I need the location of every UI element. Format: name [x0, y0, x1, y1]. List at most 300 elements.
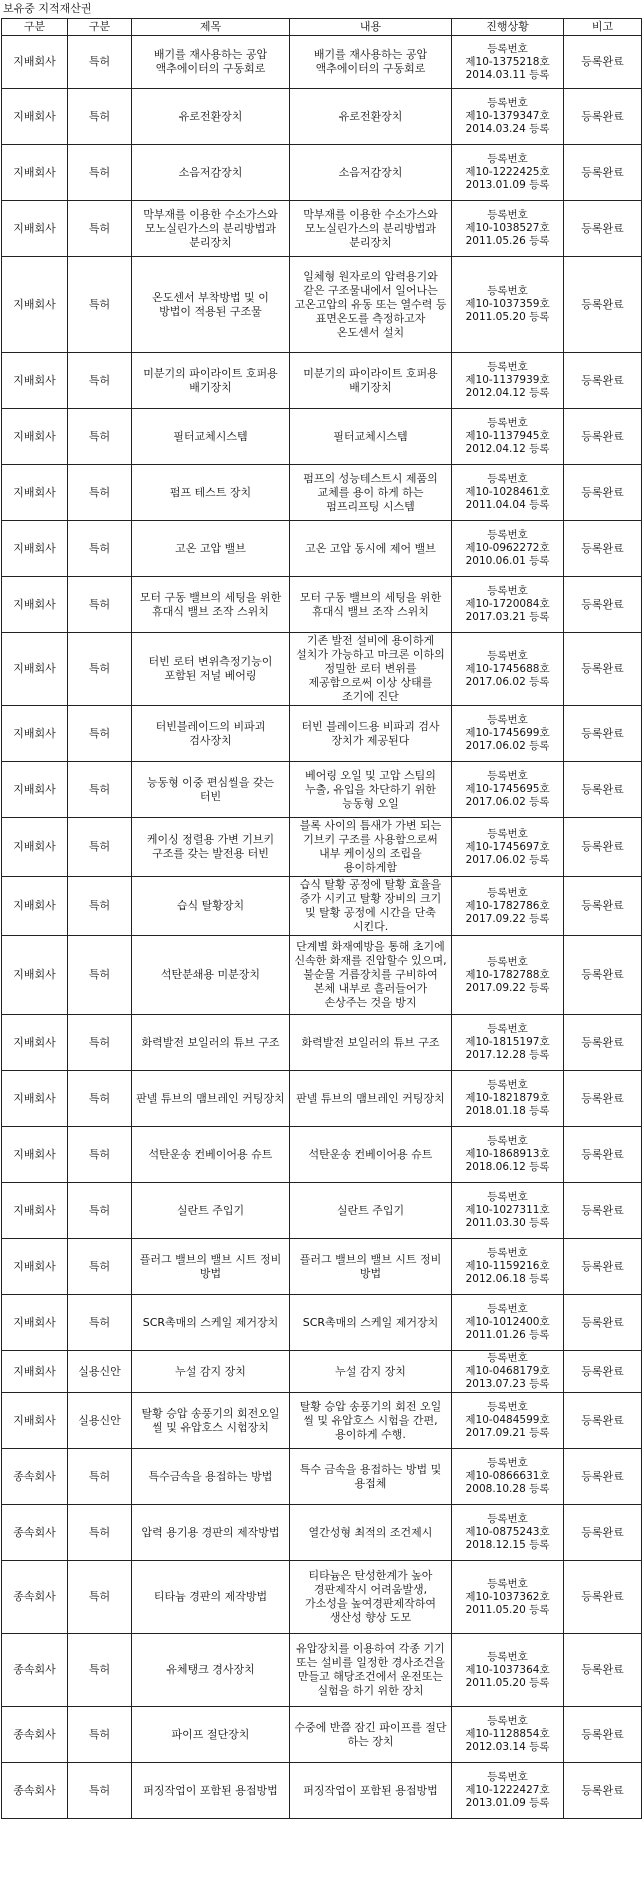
note-cell: 등록완료 [564, 1071, 642, 1127]
registration-date: 2012.04.12 등록 [465, 443, 550, 455]
registration-number: 제10-0468179호 [465, 1365, 550, 1377]
registration-number: 제10-0484599호 [465, 1414, 550, 1426]
type-cell: 특허 [68, 877, 132, 936]
registration-number: 제10-1821879호 [465, 1092, 550, 1104]
status-cell [452, 1295, 564, 1351]
content-cell: 석탄운송 컨베이어용 슈트 [290, 1127, 452, 1183]
org-cell: 지배회사 [2, 936, 68, 1015]
org-cell: 지배회사 [2, 706, 68, 762]
registration-number: 제10-1745695호 [465, 783, 550, 795]
note-cell: 등록완료 [564, 1634, 642, 1707]
org-cell: 종속회사 [2, 1634, 68, 1707]
org-cell: 지배회사 [2, 762, 68, 818]
title-cell: 압력 용기용 경판의 제작방법 [132, 1505, 290, 1561]
registration-date: 2014.03.24 등록 [465, 123, 550, 135]
table-row [2, 1634, 642, 1707]
content-cell: 블록 사이의 틈새가 가변 되는 기브키 구조를 사용함으로써 내부 케이싱의 조립을 용이하게함 [290, 818, 452, 877]
type-cell: 특허 [68, 818, 132, 877]
col-header-note: 비고 [564, 19, 642, 36]
status-cell [452, 89, 564, 145]
type-cell: 특허 [68, 1127, 132, 1183]
registration-date: 2017.06.02 등록 [465, 853, 550, 866]
org-cell: 지배회사 [2, 89, 68, 145]
type-cell: 특허 [68, 762, 132, 818]
table-row [2, 1707, 642, 1763]
content-cell: 터빈 블레이드용 비파괴 검사 장치가 제공된다 [290, 706, 452, 762]
title-cell: 미분기의 파이라이트 호퍼용 배기장치 [132, 353, 290, 409]
content-cell: 미분기의 파이라이트 호퍼용 배기장치 [290, 353, 452, 409]
org-cell: 종속회사 [2, 1449, 68, 1505]
note-cell: 등록완료 [564, 521, 642, 577]
note-cell: 등록완료 [564, 1763, 642, 1819]
registration-date: 2012.03.14 등록 [465, 1741, 550, 1753]
type-cell: 특허 [68, 521, 132, 577]
content-cell: 단계별 화재예방을 통해 초기에 신속한 화재를 진압할수 있으며, 불순물 거름장치를 구비하여 본체 내부로 흘러들어가 손상주는 것을 방지 [290, 936, 452, 1015]
type-cell: 특허 [68, 1763, 132, 1819]
table-row [2, 1183, 642, 1239]
note-cell: 등록완료 [564, 1505, 642, 1561]
title-cell: 플러그 밸브의 밸브 시트 정비 방법 [132, 1239, 290, 1295]
table-row [2, 465, 642, 521]
status-cell [452, 409, 564, 465]
registration-date: 2017.09.22 등록 [465, 981, 550, 994]
org-cell: 지배회사 [2, 1183, 68, 1239]
status-cell [452, 1183, 564, 1239]
type-cell: 실용신안 [68, 1393, 132, 1449]
note-cell: 등록완료 [564, 1127, 642, 1183]
status-cell [452, 145, 564, 201]
type-cell: 특허 [68, 706, 132, 762]
note-cell: 등록완료 [564, 1015, 642, 1071]
col-header-org: 구분 [2, 19, 68, 36]
registration-date: 2011.01.26 등록 [465, 1329, 550, 1341]
registration-date: 2011.05.20 등록 [465, 1676, 550, 1689]
registration-number: 제10-1720084호 [465, 598, 550, 610]
org-cell: 지배회사 [2, 257, 68, 353]
note-cell: 등록완료 [564, 257, 642, 353]
registration-date: 2011.05.20 등록 [465, 311, 550, 323]
status-cell [452, 1634, 564, 1707]
registration-number: 제10-1815197호 [465, 1036, 550, 1048]
registration-date: 2013.01.09 등록 [465, 179, 550, 191]
status-cell [452, 706, 564, 762]
note-cell: 등록완료 [564, 936, 642, 1015]
registration-date: 2013.07.23 등록 [465, 1378, 550, 1390]
table-row [2, 1127, 642, 1183]
table-row [2, 818, 642, 877]
note-cell: 등록완료 [564, 877, 642, 936]
org-cell: 지배회사 [2, 1071, 68, 1127]
note-cell: 등록완료 [564, 1239, 642, 1295]
ip-table [1, 18, 642, 1819]
note-cell: 등록완료 [564, 706, 642, 762]
table-row [2, 1505, 642, 1561]
status-label: 등록번호 [487, 1457, 528, 1469]
title-cell: 누설 감지 장치 [132, 1351, 290, 1393]
content-cell: 일체형 원자로의 압력용기와 같은 구조물내에서 일어나는 고온고압의 유동 또는 열수력 등 표면온도를 측정하고자 온도센서 설치 [290, 257, 452, 353]
title-cell: 특수금속을 용접하는 방법 [132, 1449, 290, 1505]
status-label: 등록번호 [487, 1401, 528, 1413]
col-header-title: 제목 [132, 19, 290, 36]
org-cell: 지배회사 [2, 145, 68, 201]
note-cell: 등록완료 [564, 89, 642, 145]
registration-number: 제10-1782786호 [465, 899, 550, 912]
org-cell: 지배회사 [2, 353, 68, 409]
status-label: 등록번호 [487, 1513, 528, 1525]
title-cell: 화력발전 보일러의 튜브 구조 [132, 1015, 290, 1071]
registration-number: 제10-0875243호 [465, 1526, 550, 1538]
status-label: 등록번호 [487, 827, 528, 840]
status-label: 등록번호 [487, 285, 528, 297]
content-cell: 실란트 주입기 [290, 1183, 452, 1239]
status-label: 등록번호 [487, 209, 528, 221]
org-cell: 종속회사 [2, 1505, 68, 1561]
title-cell: 티타늄 경판의 제작방법 [132, 1561, 290, 1634]
table-row [2, 1449, 642, 1505]
note-cell: 등록완료 [564, 762, 642, 818]
title-cell: 막부재를 이용한 수소가스와 모노실린가스의 분리방법과 분리장치 [132, 201, 290, 257]
status-cell [452, 1351, 564, 1393]
registration-number: 제10-0866631호 [465, 1470, 550, 1482]
org-cell: 지배회사 [2, 1239, 68, 1295]
content-cell: 탈황 승압 송풍기의 회전 오일 씰 및 유압호스 시험을 간편, 용이하게 수행. [290, 1393, 452, 1449]
type-cell: 특허 [68, 1505, 132, 1561]
content-cell: 플러그 밸브의 밸브 시트 정비 방법 [290, 1239, 452, 1295]
status-cell [452, 577, 564, 633]
status-label: 등록번호 [487, 42, 528, 55]
note-cell: 등록완료 [564, 1183, 642, 1239]
registration-date: 2011.05.20 등록 [465, 1603, 550, 1616]
content-cell: 수중에 반쯤 잠긴 파이프를 절단 하는 장치 [290, 1707, 452, 1763]
registration-date: 2018.01.18 등록 [465, 1105, 550, 1117]
status-label: 등록번호 [487, 153, 528, 165]
title-cell: 터빈 로터 변위측정기능이 포함된 저널 베어링 [132, 633, 290, 706]
table-row [2, 1561, 642, 1634]
note-cell: 등록완료 [564, 353, 642, 409]
content-cell: 모터 구동 밸브의 세팅을 위한 휴대식 밸브 조작 스위치 [290, 577, 452, 633]
registration-number: 제10-1222425호 [465, 166, 550, 178]
table-row [2, 1015, 642, 1071]
registration-number: 제10-1128854호 [465, 1728, 550, 1740]
status-cell [452, 936, 564, 1015]
table-row [2, 89, 642, 145]
org-cell: 지배회사 [2, 1127, 68, 1183]
table-row [2, 936, 642, 1015]
registration-number: 제10-1027311호 [465, 1204, 550, 1216]
note-cell: 등록완료 [564, 465, 642, 521]
status-cell [452, 1449, 564, 1505]
type-cell: 특허 [68, 353, 132, 409]
org-cell: 지배회사 [2, 1351, 68, 1393]
table-row [2, 706, 642, 762]
type-cell: 특허 [68, 1239, 132, 1295]
registration-number: 제10-1028461호 [465, 486, 550, 498]
table-caption: 보유중 지적재산권 [3, 2, 92, 15]
table-row [2, 409, 642, 465]
org-cell: 지배회사 [2, 201, 68, 257]
table-row [2, 1763, 642, 1819]
table-row [2, 353, 642, 409]
registration-date: 2018.12.15 등록 [465, 1539, 550, 1551]
title-cell: 석탄분쇄용 미분장치 [132, 936, 290, 1015]
registration-number: 제10-1868913호 [465, 1148, 550, 1160]
status-label: 등록번호 [487, 97, 528, 109]
type-cell: 특허 [68, 1449, 132, 1505]
content-cell: 펌프의 성능테스트시 제품의 교체를 용이 하게 하는 펌프리프팅 시스템 [290, 465, 452, 521]
type-cell: 특허 [68, 936, 132, 1015]
registration-date: 2010.06.01 등록 [465, 555, 550, 567]
type-cell: 특허 [68, 1071, 132, 1127]
registration-number: 제10-1137945호 [465, 430, 550, 442]
status-cell [452, 1127, 564, 1183]
registration-number: 제10-1745699호 [465, 727, 550, 739]
note-cell: 등록완료 [564, 1351, 642, 1393]
content-cell: 습식 탈황 공정에 탈황 효율을 증가 시키고 탈황 장비의 크기 및 탈황 공정에 시간을 단축 시킨다. [290, 877, 452, 936]
status-label: 등록번호 [487, 585, 528, 597]
org-cell: 지배회사 [2, 877, 68, 936]
note-cell: 등록완료 [564, 633, 642, 706]
title-cell: 모터 구동 밸브의 세팅을 위한 휴대식 밸브 조작 스위치 [132, 577, 290, 633]
org-cell: 지배회사 [2, 1295, 68, 1351]
content-cell: 특수 금속을 용접하는 방법 및 용접체 [290, 1449, 452, 1505]
registration-number: 제10-1745688호 [465, 662, 550, 675]
status-cell [452, 353, 564, 409]
type-cell: 특허 [68, 1295, 132, 1351]
status-label: 등록번호 [487, 714, 528, 726]
content-cell: 티타늄은 탄성한계가 높아 경판제작시 어려움발생, 가소성을 높여경판제작하여 생산성 향상 도모 [290, 1561, 452, 1634]
table-row [2, 1295, 642, 1351]
type-cell: 특허 [68, 201, 132, 257]
status-cell [452, 818, 564, 877]
status-cell [452, 521, 564, 577]
title-cell: 판넬 튜브의 맴브레인 커팅장치 [132, 1071, 290, 1127]
registration-date: 2008.10.28 등록 [465, 1483, 550, 1495]
note-cell: 등록완료 [564, 1295, 642, 1351]
status-cell [452, 465, 564, 521]
table-row [2, 36, 642, 89]
title-cell: 능동형 이중 편심씰을 갖는 터빈 [132, 762, 290, 818]
org-cell: 종속회사 [2, 1561, 68, 1634]
org-cell: 지배회사 [2, 1393, 68, 1449]
content-cell: 퍼징작업이 포함된 용접방법 [290, 1763, 452, 1819]
header-row [2, 19, 642, 36]
type-cell: 특허 [68, 1634, 132, 1707]
org-cell: 지배회사 [2, 633, 68, 706]
status-label: 등록번호 [487, 417, 528, 429]
content-cell: 고온 고압 동시에 제어 밸브 [290, 521, 452, 577]
note-cell: 등록완료 [564, 409, 642, 465]
content-cell: 기존 발전 설비에 용이하게 설치가 가능하고 마크론 이하의 정밀한 로터 변위를 제공함으로써 이상 상태를 조기에 진단 [290, 633, 452, 706]
title-cell: 실란트 주입기 [132, 1183, 290, 1239]
status-label: 등록번호 [487, 649, 528, 662]
status-label: 등록번호 [487, 1771, 528, 1783]
registration-date: 2018.06.12 등록 [465, 1161, 550, 1173]
status-label: 등록번호 [487, 886, 528, 899]
note-cell: 등록완료 [564, 818, 642, 877]
type-cell: 특허 [68, 465, 132, 521]
status-label: 등록번호 [487, 473, 528, 485]
table-row [2, 577, 642, 633]
registration-date: 2011.04.04 등록 [465, 499, 550, 511]
content-cell: 유압장치를 이용하여 각종 기기 또는 설비를 일정한 경사조건을 만들고 해당조건에서 운전또는 실험을 하기 위한 장치 [290, 1634, 452, 1707]
content-cell: 소음저감장치 [290, 145, 452, 201]
type-cell: 특허 [68, 1707, 132, 1763]
table-row [2, 521, 642, 577]
registration-date: 2011.05.26 등록 [465, 235, 550, 247]
title-cell: 습식 탈황장치 [132, 877, 290, 936]
status-label: 등록번호 [487, 1352, 528, 1364]
col-header-status: 진행상황 [452, 19, 564, 36]
content-cell: 누설 감지 장치 [290, 1351, 452, 1393]
registration-number: 제10-1037364호 [465, 1663, 550, 1676]
status-label: 등록번호 [487, 955, 528, 968]
registration-number: 제10-1037362호 [465, 1590, 550, 1603]
status-cell [452, 1239, 564, 1295]
note-cell: 등록완료 [564, 145, 642, 201]
registration-date: 2017.06.02 등록 [465, 796, 550, 808]
status-label: 등록번호 [487, 1023, 528, 1035]
registration-number: 제10-1038527호 [465, 222, 550, 234]
registration-number: 제10-1037359호 [465, 298, 550, 310]
registration-date: 2013.01.09 등록 [465, 1797, 550, 1809]
status-label: 등록번호 [487, 529, 528, 541]
status-cell [452, 201, 564, 257]
type-cell: 특허 [68, 36, 132, 89]
registration-date: 2017.06.02 등록 [465, 675, 550, 688]
registration-number: 제10-1745697호 [465, 840, 550, 853]
title-cell: 고온 고압 밸브 [132, 521, 290, 577]
type-cell: 특허 [68, 1183, 132, 1239]
status-cell [452, 1763, 564, 1819]
status-cell [452, 633, 564, 706]
org-cell: 지배회사 [2, 465, 68, 521]
content-cell: 화력발전 보일러의 튜브 구조 [290, 1015, 452, 1071]
registration-date: 2017.06.02 등록 [465, 740, 550, 752]
registration-number: 제10-1379347호 [465, 110, 550, 122]
type-cell: 특허 [68, 409, 132, 465]
status-label: 등록번호 [487, 1715, 528, 1727]
title-cell: 퍼징작업이 포함된 용접방법 [132, 1763, 290, 1819]
title-cell: 탈황 승압 송풍기의 회전오일 씰 및 유압호스 시험장치 [132, 1393, 290, 1449]
registration-number: 제10-1782788호 [465, 968, 550, 981]
status-label: 등록번호 [487, 1577, 528, 1590]
status-cell [452, 1561, 564, 1634]
registration-number: 제10-1222427호 [465, 1784, 550, 1796]
table-row [2, 1239, 642, 1295]
table-row [2, 1071, 642, 1127]
status-cell [452, 1707, 564, 1763]
status-cell [452, 877, 564, 936]
note-cell: 등록완료 [564, 1393, 642, 1449]
registration-date: 2017.12.28 등록 [465, 1049, 550, 1061]
status-label: 등록번호 [487, 770, 528, 782]
content-cell: SCR촉매의 스케일 제거장치 [290, 1295, 452, 1351]
status-cell [452, 1393, 564, 1449]
title-cell: 펌프 테스트 장치 [132, 465, 290, 521]
type-cell: 특허 [68, 145, 132, 201]
content-cell: 베어링 오일 및 고압 스팀의 누출, 유입을 차단하기 위한 능동형 오일 [290, 762, 452, 818]
col-header-type: 구분 [68, 19, 132, 36]
note-cell: 등록완료 [564, 1707, 642, 1763]
title-cell: 케이싱 정렬용 가변 기브키 구조를 갖는 발전용 터빈 [132, 818, 290, 877]
registration-number: 제10-1137939호 [465, 374, 550, 386]
status-label: 등록번호 [487, 1191, 528, 1203]
registration-number: 제10-1159216호 [465, 1260, 550, 1272]
title-cell: 소음저감장치 [132, 145, 290, 201]
title-cell: SCR촉매의 스케일 제거장치 [132, 1295, 290, 1351]
note-cell: 등록완료 [564, 577, 642, 633]
registration-date: 2017.09.22 등록 [465, 912, 550, 925]
status-cell [452, 1015, 564, 1071]
content-cell: 열간성형 최적의 조건제시 [290, 1505, 452, 1561]
registration-number: 제10-1375218호 [465, 55, 550, 68]
org-cell: 지배회사 [2, 36, 68, 89]
status-cell [452, 36, 564, 89]
status-cell [452, 762, 564, 818]
status-label: 등록번호 [487, 1303, 528, 1315]
note-cell: 등록완료 [564, 1561, 642, 1634]
org-cell: 지배회사 [2, 577, 68, 633]
table-row [2, 633, 642, 706]
status-label: 등록번호 [487, 1650, 528, 1663]
content-cell: 필터교체시스템 [290, 409, 452, 465]
content-cell: 유로전환장치 [290, 89, 452, 145]
title-cell: 유체탱크 경사장치 [132, 1634, 290, 1707]
status-cell [452, 1505, 564, 1561]
title-cell: 배기를 재사용하는 공압 액추에이터의 구동회로 [132, 36, 290, 89]
type-cell: 특허 [68, 1561, 132, 1634]
registration-date: 2011.03.30 등록 [465, 1217, 550, 1229]
title-cell: 온도센서 부착방법 및 이 방법이 적용된 구조물 [132, 257, 290, 353]
status-cell [452, 1071, 564, 1127]
table-row [2, 145, 642, 201]
note-cell: 등록완료 [564, 1449, 642, 1505]
content-cell: 판넬 튜브의 맴브레인 커팅장치 [290, 1071, 452, 1127]
type-cell: 특허 [68, 577, 132, 633]
table-row [2, 201, 642, 257]
registration-date: 2017.03.21 등록 [465, 611, 550, 623]
table-row [2, 1351, 642, 1393]
table-row [2, 257, 642, 353]
registration-number: 제10-0962272호 [465, 542, 550, 554]
status-label: 등록번호 [487, 1247, 528, 1259]
org-cell: 종속회사 [2, 1763, 68, 1819]
col-header-content: 내용 [290, 19, 452, 36]
table-row [2, 1393, 642, 1449]
org-cell: 종속회사 [2, 1707, 68, 1763]
registration-date: 2012.04.12 등록 [465, 387, 550, 399]
status-cell [452, 257, 564, 353]
registration-number: 제10-1012400호 [465, 1316, 550, 1328]
type-cell: 특허 [68, 89, 132, 145]
type-cell: 실용신안 [68, 1351, 132, 1393]
type-cell: 특허 [68, 1015, 132, 1071]
org-cell: 지배회사 [2, 521, 68, 577]
table-row [2, 877, 642, 936]
type-cell: 특허 [68, 633, 132, 706]
content-cell: 막부재를 이용한 수소가스와 모노실린가스의 분리방법과 분리장치 [290, 201, 452, 257]
title-cell: 터빈블레이드의 비파괴 검사장치 [132, 706, 290, 762]
registration-date: 2014.03.11 등록 [465, 68, 550, 81]
note-cell: 등록완료 [564, 36, 642, 89]
table-row [2, 762, 642, 818]
status-label: 등록번호 [487, 361, 528, 373]
title-cell: 석탄운송 컨베이어용 슈트 [132, 1127, 290, 1183]
note-cell: 등록완료 [564, 201, 642, 257]
title-cell: 파이프 절단장치 [132, 1707, 290, 1763]
status-label: 등록번호 [487, 1135, 528, 1147]
registration-date: 2017.09.21 등록 [465, 1427, 550, 1439]
